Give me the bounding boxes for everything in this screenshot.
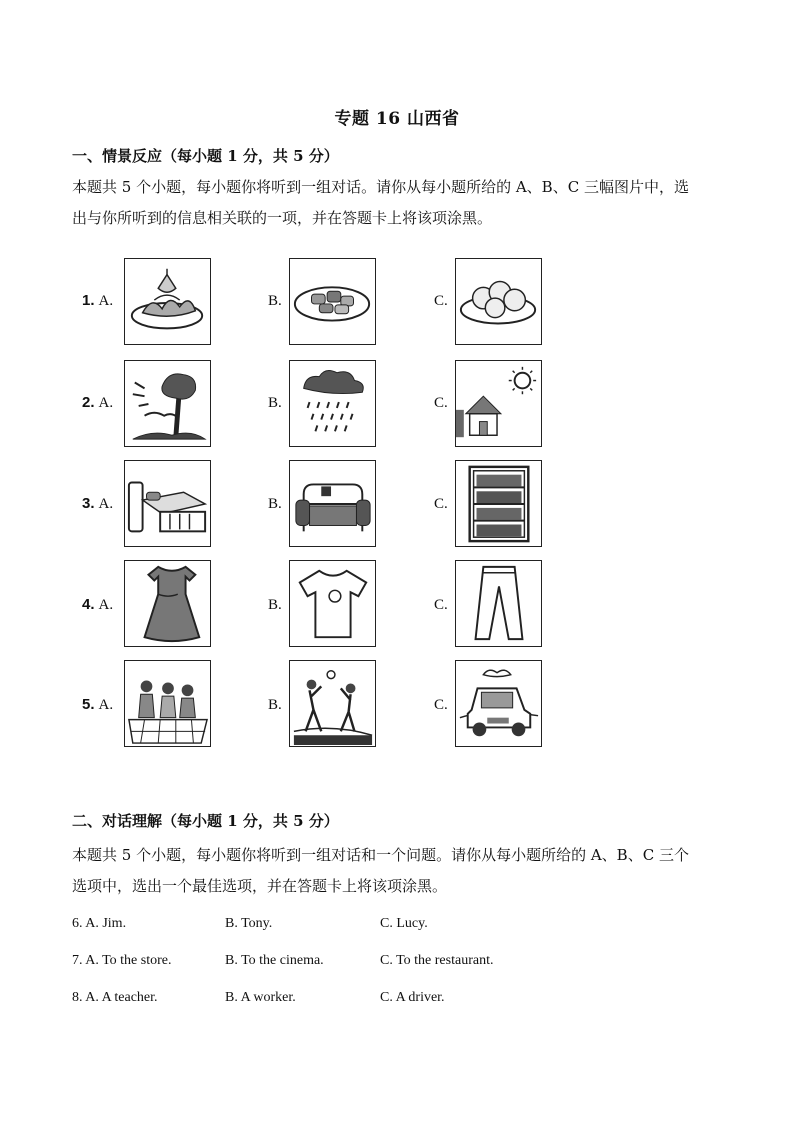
rain-cloud-icon [290,361,375,446]
question-5-number: 5. A. [82,696,114,713]
sofa-icon [290,461,375,546]
mc-question-7-option-a: 7. A. To the store. [72,953,172,968]
question-5-option-a-picture [124,660,211,747]
question-2-option-b-label: B. [268,395,282,411]
section1-instructions [72,172,722,234]
question-1-option-c-picture [455,258,542,345]
section2-heading: 二、对话理解（每小题 1 分，共 5 分） [72,812,339,830]
mc-question-8-option-a: 8. A. A teacher. [72,990,158,1005]
question-2-option-b-picture [289,360,376,447]
playing-ball-icon [290,661,375,746]
question-5-option-c-picture [455,660,542,747]
picnic-icon [125,661,210,746]
section1-instructions-line2: 出与你所听到的信息相关联的一项，并在答题卡上将该项涂黑。 [72,209,493,227]
question-2-option-c-picture [455,360,542,447]
dress-icon [125,561,210,646]
bed-icon [125,461,210,546]
question-3-number: 3. A. [82,495,114,512]
question-4-option-b-label: B. [268,597,282,613]
page-title: 专题 16 山西省 [334,109,460,129]
question-4-number: 4. A. [82,596,114,613]
mc-question-8-option-c: C. A driver. [380,990,445,1005]
section1-heading: 一、情景反应（每小题 1 分，共 5 分） [72,147,339,165]
sunny-house-icon [456,361,541,446]
section2-instructions-line1: 本题共 5 个小题，每小题你将听到一组对话和一个问题。请你从每小题所给的 A、B、C 三个 [72,846,689,864]
mc-question-8-option-b: B. A worker. [225,990,296,1005]
question-5-option-c-label: C. [434,697,448,713]
question-4-option-c-picture [455,560,542,647]
section2-instructions [72,840,722,902]
section1-instructions-line1: 本题共 5 个小题，每小题你将听到一组对话。请你从每小题所给的 A、B、C 三幅图片中，选 [72,178,689,196]
question-5-option-b-picture [289,660,376,747]
dumplings-plate-icon [125,259,210,344]
mc-question-6-option-a: 6. A. Jim. [72,916,127,931]
mc-question-7-option-c: C. To the restaurant. [380,953,494,968]
question-2-option-a-picture [124,360,211,447]
question-3-option-c-label: C. [434,496,448,512]
question-1-option-b-picture [289,258,376,345]
windy-tree-icon [125,361,210,446]
question-4-option-b-picture [289,560,376,647]
question-3-option-a-picture [124,460,211,547]
question-1-option-a-picture [124,258,211,345]
question-3-option-b-picture [289,460,376,547]
question-1-option-b-label: B. [268,293,282,309]
question-4-option-a-picture [124,560,211,647]
mc-question-7-option-b: B. To the cinema. [225,953,324,968]
question-3-option-b-label: B. [268,496,282,512]
question-2-number: 2. A. [82,394,114,411]
t-shirt-icon [290,561,375,646]
mc-question-6-option-b: B. Tony. [225,916,273,931]
meat-plate-icon [290,259,375,344]
question-2-option-c-label: C. [434,395,448,411]
car-trip-icon [456,661,541,746]
trousers-icon [456,561,541,646]
bookcase-icon [456,461,541,546]
question-3-option-c-picture [455,460,542,547]
buns-plate-icon [456,259,541,344]
question-1-option-c-label: C. [434,293,448,309]
question-4-option-c-label: C. [434,597,448,613]
question-1-number: 1. A. [82,292,114,309]
question-5-option-b-label: B. [268,697,282,713]
section2-instructions-line2: 选项中，选出一个最佳选项，并在答题卡上将该项涂黑。 [72,877,448,895]
mc-question-6-option-c: C. Lucy. [380,916,428,931]
